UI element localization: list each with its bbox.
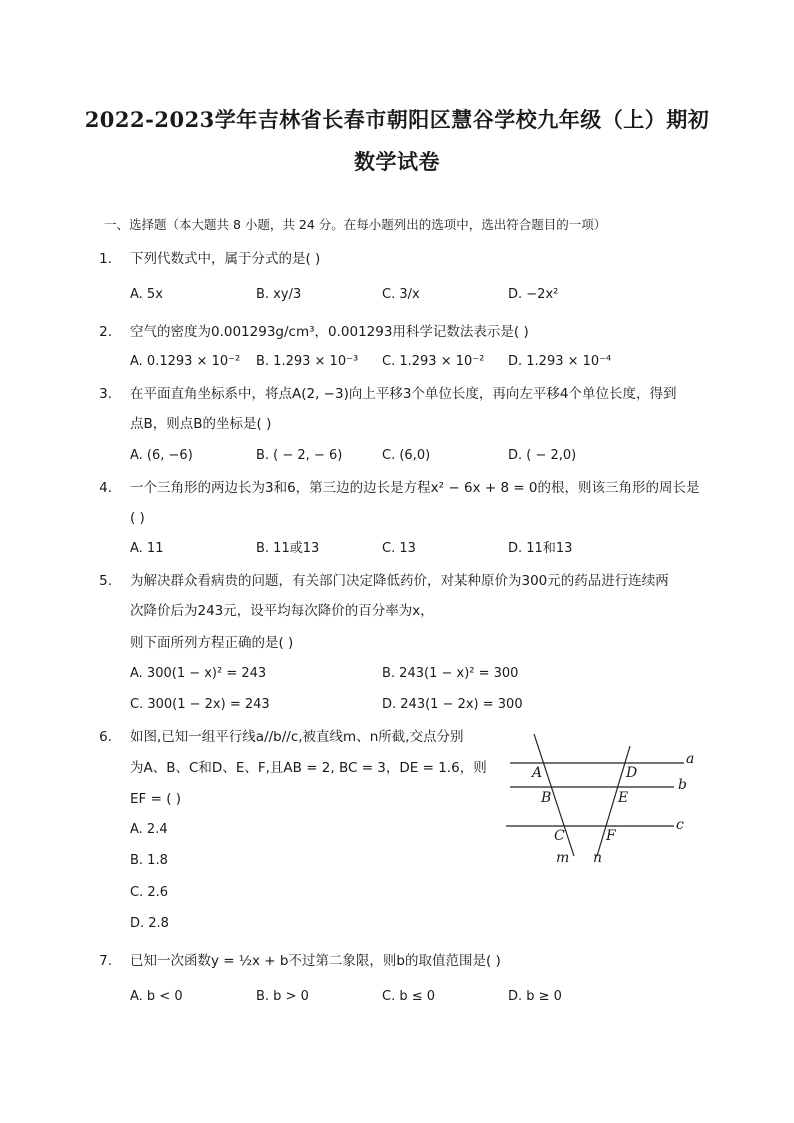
q5-option-a: A. 300(1 − x)² = 243: [130, 666, 267, 681]
question-5-text-line1: 为解决群众看病贵的问题，有关部门决定降低药价，对某种原价为300元的药品进行连续两: [130, 573, 669, 589]
q6-option-b: B. 1.8: [130, 853, 168, 868]
exam-title-line1: 2022-2023学年吉林省长春市朝阳区慧谷学校九年级（上）期初: [84, 107, 710, 132]
q4-option-c: C. 13: [382, 541, 416, 556]
q5-option-d: D. 243(1 − 2x) = 300: [382, 697, 523, 712]
q2-option-c: C. 1.293 × 10⁻²: [382, 354, 485, 369]
question-5-text-line3: 则下面所列方程正确的是( ): [130, 635, 294, 651]
label-a: a: [686, 751, 695, 767]
point-label-e: E: [618, 790, 629, 806]
q3-option-c: C. (6,0): [382, 448, 431, 463]
q2-option-b: B. 1.293 × 10⁻³: [256, 354, 359, 369]
question-number: 2.: [99, 324, 112, 340]
q6-option-d: D. 2.8: [130, 916, 169, 931]
q1-option-d: D. −2x²: [508, 287, 559, 302]
q7-option-b: B. b > 0: [256, 989, 309, 1004]
question-6-text-line2: 为A、B、C和D、E、F,且AB = 2, BC = 3，DE = 1.6，则: [130, 760, 487, 776]
q3-option-b: B. ( − 2, − 6): [256, 448, 343, 463]
question-number: 4.: [99, 480, 112, 496]
parallel-lines-figure: [498, 734, 698, 866]
q4-option-a: A. 11: [130, 541, 164, 556]
label-b: b: [678, 777, 687, 793]
question-6-text-line1: 如图,已知一组平行线a//b//c,被直线m、n所截,交点分别: [130, 729, 464, 745]
section-header: 一、选择题（本大题共 8 小题，共 24 分。在每小题列出的选项中，选出符合题目的一项）: [104, 217, 607, 232]
q6-option-a: A. 2.4: [130, 822, 168, 837]
label-n: n: [593, 850, 603, 866]
point-label-a: A: [532, 765, 543, 781]
question-6-text-line3: EF = ( ): [130, 791, 182, 807]
question-5-text-line2: 次降价后为243元，设平均每次降价的百分率为x，: [130, 603, 434, 619]
question-4-text-line2: ( ): [130, 510, 145, 526]
q2-option-d: D. 1.293 × 10⁻⁴: [508, 354, 612, 369]
question-7-text: 已知一次函数y = ½x + b不过第二象限，则b的取值范围是( ): [130, 953, 501, 969]
point-label-c: C: [554, 828, 565, 844]
point-label-f: F: [606, 828, 616, 844]
q5-option-c: C. 300(1 − 2x) = 243: [130, 697, 270, 712]
question-1-text: 下列代数式中，属于分式的是( ): [130, 251, 321, 267]
question-number: 7.: [99, 953, 112, 969]
question-number: 3.: [99, 386, 112, 402]
q1-option-a: A. 5x: [130, 287, 163, 302]
label-c: c: [676, 817, 684, 833]
question-4-text-line1: 一个三角形的两边长为3和6，第三边的边长是方程x² − 6x + 8 = 0的根，则该三角形的周长是: [130, 480, 700, 496]
q3-option-a: A. (6, −6): [130, 448, 193, 463]
point-label-b: B: [541, 790, 552, 806]
exam-title-line2: 数学试卷: [354, 149, 440, 174]
q7-option-c: C. b ≤ 0: [382, 989, 436, 1004]
q3-option-d: D. ( − 2,0): [508, 448, 577, 463]
question-3-text-line2: 点B，则点B的坐标是( ): [130, 416, 272, 432]
q4-option-d: D. 11和13: [508, 541, 573, 556]
question-number: 5.: [99, 573, 112, 589]
question-number: 6.: [99, 729, 112, 745]
question-number: 1.: [99, 251, 112, 267]
q1-option-b: B. xy/3: [256, 287, 302, 302]
point-label-d: D: [626, 765, 638, 781]
q5-option-b: B. 243(1 − x)² = 300: [382, 666, 519, 681]
q7-option-a: A. b < 0: [130, 989, 183, 1004]
q1-option-c: C. 3/x: [382, 287, 420, 302]
label-m: m: [556, 850, 570, 866]
question-3-text-line1: 在平面直角坐标系中，将点A(2, −3)向上平移3个单位长度，再向左平移4个单位长度，得到: [130, 386, 677, 402]
q4-option-b: B. 11或13: [256, 541, 320, 556]
question-2-text: 空气的密度为0.001293g/cm³，0.001293用科学记数法表示是( ): [130, 324, 529, 340]
q6-option-c: C. 2.6: [130, 885, 169, 900]
q2-option-a: A. 0.1293 × 10⁻²: [130, 354, 241, 369]
q7-option-d: D. b ≥ 0: [508, 989, 562, 1004]
